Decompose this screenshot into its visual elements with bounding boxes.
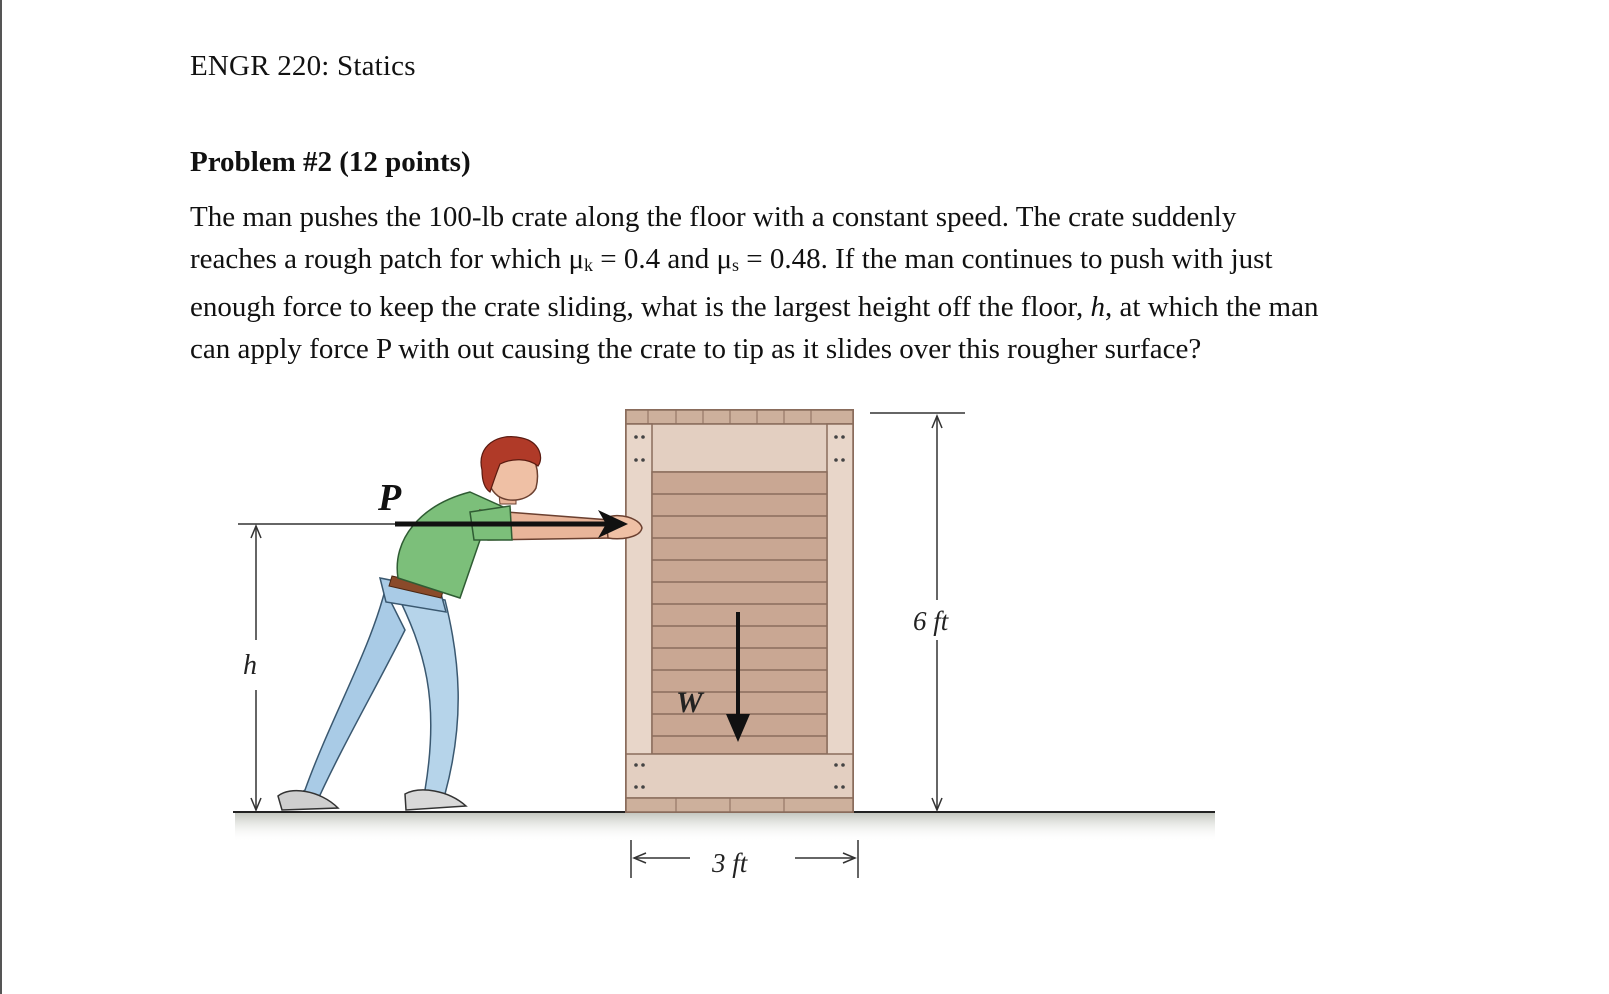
problem-line-4: can apply force P with out causing the crate to tip as it slides over this rougher surface? bbox=[190, 333, 1202, 365]
line3-part-a: enough force to keep the crate sliding, what is the largest height off the floor, bbox=[190, 291, 1091, 323]
weight-label: W bbox=[676, 686, 703, 719]
line3-part-b: , at which the man bbox=[1105, 291, 1319, 323]
force-p-label: P bbox=[378, 477, 402, 519]
crate-height-label: 6 ft bbox=[913, 606, 949, 636]
floor-shadow bbox=[235, 812, 1215, 842]
problem-line-1: The man pushes the 100-lb crate along the floor with a constant speed. The crate suddenly bbox=[190, 201, 1237, 233]
crate bbox=[626, 410, 853, 812]
h-variable: h bbox=[1090, 291, 1106, 323]
mu-k-subscript: k bbox=[584, 255, 593, 275]
crate-width-label: 3 ft bbox=[712, 848, 748, 878]
course-header: ENGR 220: Statics bbox=[190, 50, 416, 82]
line2-part-a: reaches a rough patch for which μ bbox=[190, 243, 584, 275]
h-label: h bbox=[243, 650, 257, 681]
man-pushing bbox=[278, 437, 642, 810]
mu-s-subscript: s bbox=[732, 255, 740, 275]
problem-title: Problem #2 (12 points) bbox=[190, 146, 471, 178]
line2-part-b: = 0.4 and μ bbox=[593, 243, 733, 275]
line2-part-c: = 0.48. If the man continues to push with just bbox=[739, 243, 1273, 275]
